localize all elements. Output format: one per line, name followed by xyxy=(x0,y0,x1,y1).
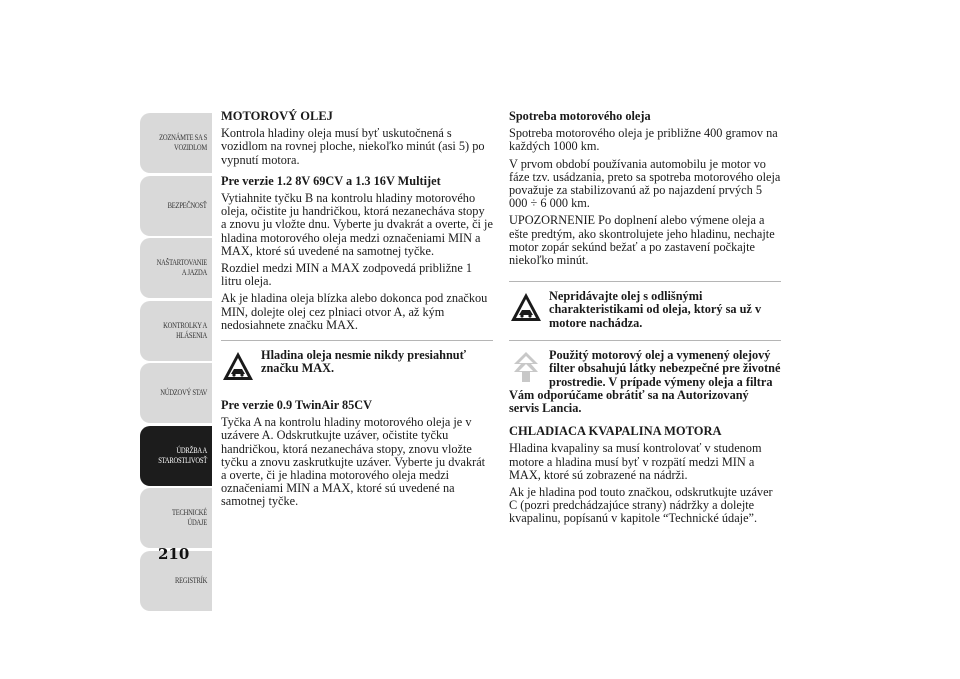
warning-triangle-icon xyxy=(221,349,255,383)
paragraph: Hladina kvapaliny sa musí kontrolovať v studenom motore a hladina musí byť v rozpätí medzi MIN a MAX, ktoré sú zobrazené na nádrži. xyxy=(509,441,762,482)
section-heading: MOTOROVÝ OLEJ xyxy=(221,109,333,123)
tab-label: TECHNICKÉ ÚDAJE xyxy=(172,508,207,527)
tab-technicke-udaje[interactable] xyxy=(140,488,212,548)
tab-udrzba[interactable] xyxy=(140,426,212,486)
tab-nastartovanie[interactable] xyxy=(140,238,212,298)
tab-label: ÚDRŽBA A STAROSTLIVOSŤ xyxy=(158,445,207,465)
paragraph: V prvom období používania automobilu je motor vo fáze tzv. usádzania, preto sa spotreba motorového oleja považuje za stabilizovanú až po najazdení prvých 5 000 ÷ 6 000 km. xyxy=(509,156,781,211)
section-heading: CHLADIACA KVAPALINA MOTORA xyxy=(509,424,722,439)
tab-label: NÚDZOVÝ STAV xyxy=(160,388,207,397)
paragraph: Vytiahnite tyčku B na kontrolu hladiny motorového oleja, očistite ju handričkou, ktorá nezanecháva stopy a znovu ju vložte dnu. Vyberte ju dvakrát a overte, či je hladina motorového oleja medzi označeniami MIN a MAX, ktoré sú uvedené na samotnej tyčke. xyxy=(221,191,493,258)
tab-nudzovy-stav[interactable] xyxy=(140,363,212,423)
page-number: 210 xyxy=(158,545,190,563)
warning-text: Nepridávajte olej s odlišnými charakteristikami od oleja, ktorý sa už v motore nachádza. xyxy=(549,289,762,330)
environment-text: Použitý motorový olej a vymenený olejový filter obsahujú látky nebezpečné pre životné prostredie. V prípade výmeny oleja a filtra Vám odporúčame obrátiť sa na Autorizovaný servis Lancia. xyxy=(509,348,781,416)
environment-notice xyxy=(509,340,781,415)
warning-text: Hladina oleja nesmie nikdy presiahnuť značku MAX. xyxy=(261,348,467,376)
warning-box xyxy=(509,281,781,330)
environment-tree-icon xyxy=(509,349,543,385)
tab-bezpecnost[interactable] xyxy=(140,176,212,236)
paragraph: Rozdiel medzi MIN a MAX zodpovedá približne 1 litru oleja. xyxy=(221,261,472,289)
tab-label: NAŠTARTOVANIE A JAZDA xyxy=(156,258,207,277)
chapter-tabs xyxy=(140,113,212,613)
tab-label: ZOZNÁMTE SA S VOZIDLOM xyxy=(159,133,207,152)
paragraph: Tyčka A na kontrolu hladiny motorového oleja je v uzávere A. Odskrutkujte uzáver, očistite tyčku handričkou, ktorá nezanecháva stopy, znovu vložte tyčku a znovu zaskrutkujte uzáver. Vyberte ju dvakrát a overte, či je hladina motorového oleja medzi označeniami MIN a MAX, ktoré sú uvedené na samotnej tyčke. xyxy=(221,415,486,509)
paragraph: Kontrola hladiny oleja musí byť uskutočnená s vozidlom na rovnej ploche, niekoľko minút (asi 5) po vypnutí motora. xyxy=(221,126,485,167)
tab-label: BEZPEČNOSŤ xyxy=(167,200,207,210)
left-column xyxy=(221,110,493,513)
warning-triangle-icon xyxy=(509,290,543,324)
paragraph: Ak je hladina oleja blízka alebo dokonca pod značkou MIN, dolejte olej cez plniaci otvor A, až kým nedosiahnete značku MAX. xyxy=(221,291,488,332)
subheading: Pre verzie 0.9 TwinAir 85CV xyxy=(221,398,373,413)
subheading: Pre verzie 1.2 8V 69CV a 1.3 16V Multijet xyxy=(221,173,441,188)
right-column xyxy=(509,110,781,530)
paragraph: Spotreba motorového oleja je približne 400 gramov na každých 1000 km. xyxy=(509,126,778,154)
tab-kontrolky[interactable] xyxy=(140,301,212,361)
paragraph: UPOZORNENIE Po doplnení alebo výmene oleja a ešte predtým, ako skontrolujete jeho hladinu, nechajte motor zopár sekúnd bežať a po zastavení počkajte niekoľko minút. xyxy=(509,213,775,268)
tab-zoznamte-sa[interactable] xyxy=(140,113,212,173)
tab-label: KONTROLKY A HLÁSENIA xyxy=(163,320,207,340)
subheading: Spotreba motorového oleja xyxy=(509,109,651,123)
paragraph: Ak je hladina pod touto značkou, odskrutkujte uzáver C (pozri predchádzajúce strany) nádržky a dolejte kvapalinu, popísanú v kapitole “Technické údaje”. xyxy=(509,485,773,526)
warning-box xyxy=(221,340,493,389)
tab-label: REGISTRÍK xyxy=(174,575,207,585)
